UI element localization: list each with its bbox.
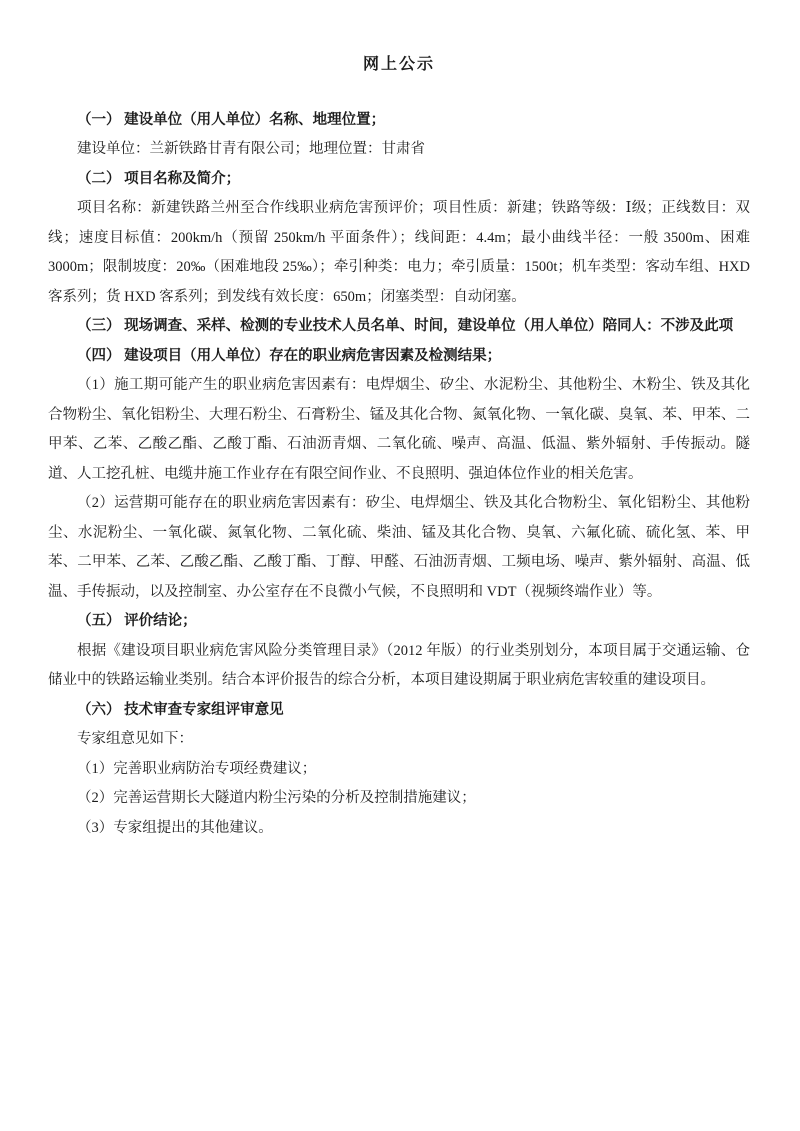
section-4-heading: （四） 建设项目（用人单位）存在的职业病危害因素及检测结果； — [77, 347, 502, 364]
section-4 — [48, 342, 750, 608]
section-1-paragraph: 建设单位：兰新铁路甘青有限公司；地理位置：甘肃省 — [77, 141, 425, 157]
section-2-paragraph: 项目名称：新建铁路兰州至合作线职业病危害预评价；项目性质：新建；铁路等级：Ⅰ级；正线数目：双线；速度目标值：200km/h（预留 250km/h 平面条件）；线间距：4.4m；最小曲线半径：一般 3500m、困难 3000m；限制坡度：20‰（困难地段 25‰）；牵引种类：电力；牵引质量：1500t；机车类型：客动车组、HXD 客系列；货 HXD 客系列；到发线有效长度：650m；闭塞类型：自动闭塞。 — [48, 200, 750, 305]
section-6-item-3: （3）专家组提出的其他建议。 — [77, 819, 273, 836]
section-5-paragraph: 根据《建设项目职业病危害风险分类管理目录》（2012 年版）的行业类别划分，本项目属于交通运输、仓储业中的铁路运输业类别。结合本评价报告的综合分析，本项目建设期属于职业病危害较重的建设项目。 — [48, 642, 750, 688]
section-4-paragraph-construction: （1）施工期可能产生的职业病危害因素有：电焊烟尘、矽尘、水泥粉尘、其他粉尘、木粉尘、铁及其化合物粉尘、氧化铝粉尘、大理石粉尘、石膏粉尘、锰及其化合物、氮氧化物、一氧化碳、臭氧、苯、甲苯、二甲苯、乙苯、乙酸乙酯、乙酸丁酯、石油沥青烟、二氧化硫、噪声、高温、低温、紫外辐射、手传振动。隧道、人工挖孔桩、电缆井施工作业存在有限空间作业、不良照明、强迫体位作业的相关危害。 — [48, 377, 750, 482]
document-title: 网上公示 — [362, 56, 435, 73]
section-3-heading: （三） 现场调查、采样、检测的专业技术人员名单、时间，建设单位（用人单位）陪同人：不涉及此项 — [77, 318, 734, 334]
section-2-heading: （二） 项目名称及简介； — [77, 170, 241, 187]
section-6-item-2: （2）完善运营期长大隧道内粉尘污染的分析及控制措施建议； — [77, 790, 476, 806]
section-5-heading: （五） 评价结论； — [77, 613, 197, 629]
section-2 — [48, 165, 750, 313]
section-1-heading: （一） 建设单位（用人单位）名称、地理位置； — [77, 111, 386, 128]
section-3 — [48, 312, 750, 342]
section-5 — [48, 607, 750, 696]
section-4-paragraph-operation: （2）运营期可能存在的职业病危害因素有：矽尘、电焊烟尘、铁及其化合物粉尘、氧化铝粉尘、其他粉尘、水泥粉尘、一氧化碳、氮氧化物、二氧化硫、柴油、锰及其化合物、臭氧、六氟化硫、硫化氢、苯、甲苯、二甲苯、乙苯、乙酸乙酯、乙酸丁酯、丁醇、甲醛、石油沥青烟、工频电场、噪声、紫外辐射、高温、低温、手传振动，以及控制室、办公室存在不良微小气候，不良照明和 VDT（视频终端作业）等。 — [48, 495, 750, 600]
section-6-item-1: （1）完善职业病防治专项经费建议； — [77, 760, 317, 777]
section-1 — [48, 106, 750, 165]
section-6-intro: 专家组意见如下： — [77, 731, 193, 747]
section-6-heading: （六） 技术审查专家组评审意见 — [77, 701, 284, 718]
section-6 — [48, 696, 750, 844]
